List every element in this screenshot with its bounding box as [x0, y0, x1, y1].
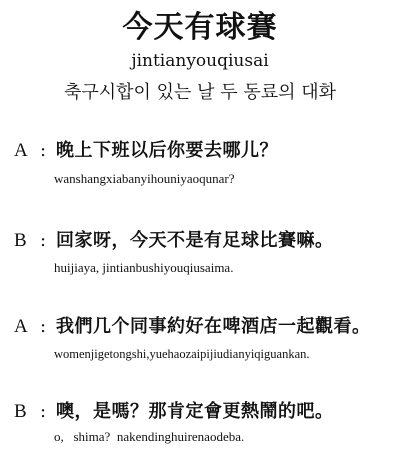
- speaker-label: A: [14, 140, 28, 161]
- dialogue-text: 噢，是嗎？那肯定會更熱鬧的吧。: [56, 401, 334, 422]
- speaker-colon: :: [40, 316, 47, 337]
- speaker-colon: :: [40, 401, 47, 422]
- speaker-colon: :: [40, 140, 47, 161]
- title-pinyin: jintianyouqiusai: [131, 51, 269, 71]
- dialogue-pinyin-2: huijiaya, jintianbushiyouqiusaima.: [54, 260, 234, 275]
- korean-subtitle: 축구시합이 있는 날 두 동료의 대화: [63, 82, 337, 103]
- dialogue-line-3: [14, 312, 400, 338]
- speaker-label: A: [14, 316, 28, 337]
- dialogue-text: 我們几个同事約好在啤酒店一起觀看。: [56, 316, 371, 337]
- dialogue-text: 晚上下班以后你要去哪儿？: [56, 140, 278, 161]
- dialogue-line-1: [14, 136, 400, 162]
- speaker-label: B: [14, 230, 27, 251]
- dialogue-line-2: [14, 226, 400, 252]
- dialogue-pinyin-3: womenjigetongshi,yuehaozaipijiudianyiqiguankan.: [54, 347, 310, 361]
- speaker-label: B: [14, 401, 27, 422]
- dialogue-pinyin-4: o, shima? nakendinghuirenaodeba.: [54, 429, 245, 444]
- page-title: 今天有球賽: [122, 10, 278, 45]
- dialogue-line-4: [14, 397, 400, 423]
- speaker-colon: :: [40, 230, 47, 251]
- dialogue-text: 回家呀，今天不是有足球比賽嘛。: [56, 230, 334, 251]
- dialogue-pinyin-1: wanshangxiabanyihouniyaoqunar?: [54, 171, 235, 186]
